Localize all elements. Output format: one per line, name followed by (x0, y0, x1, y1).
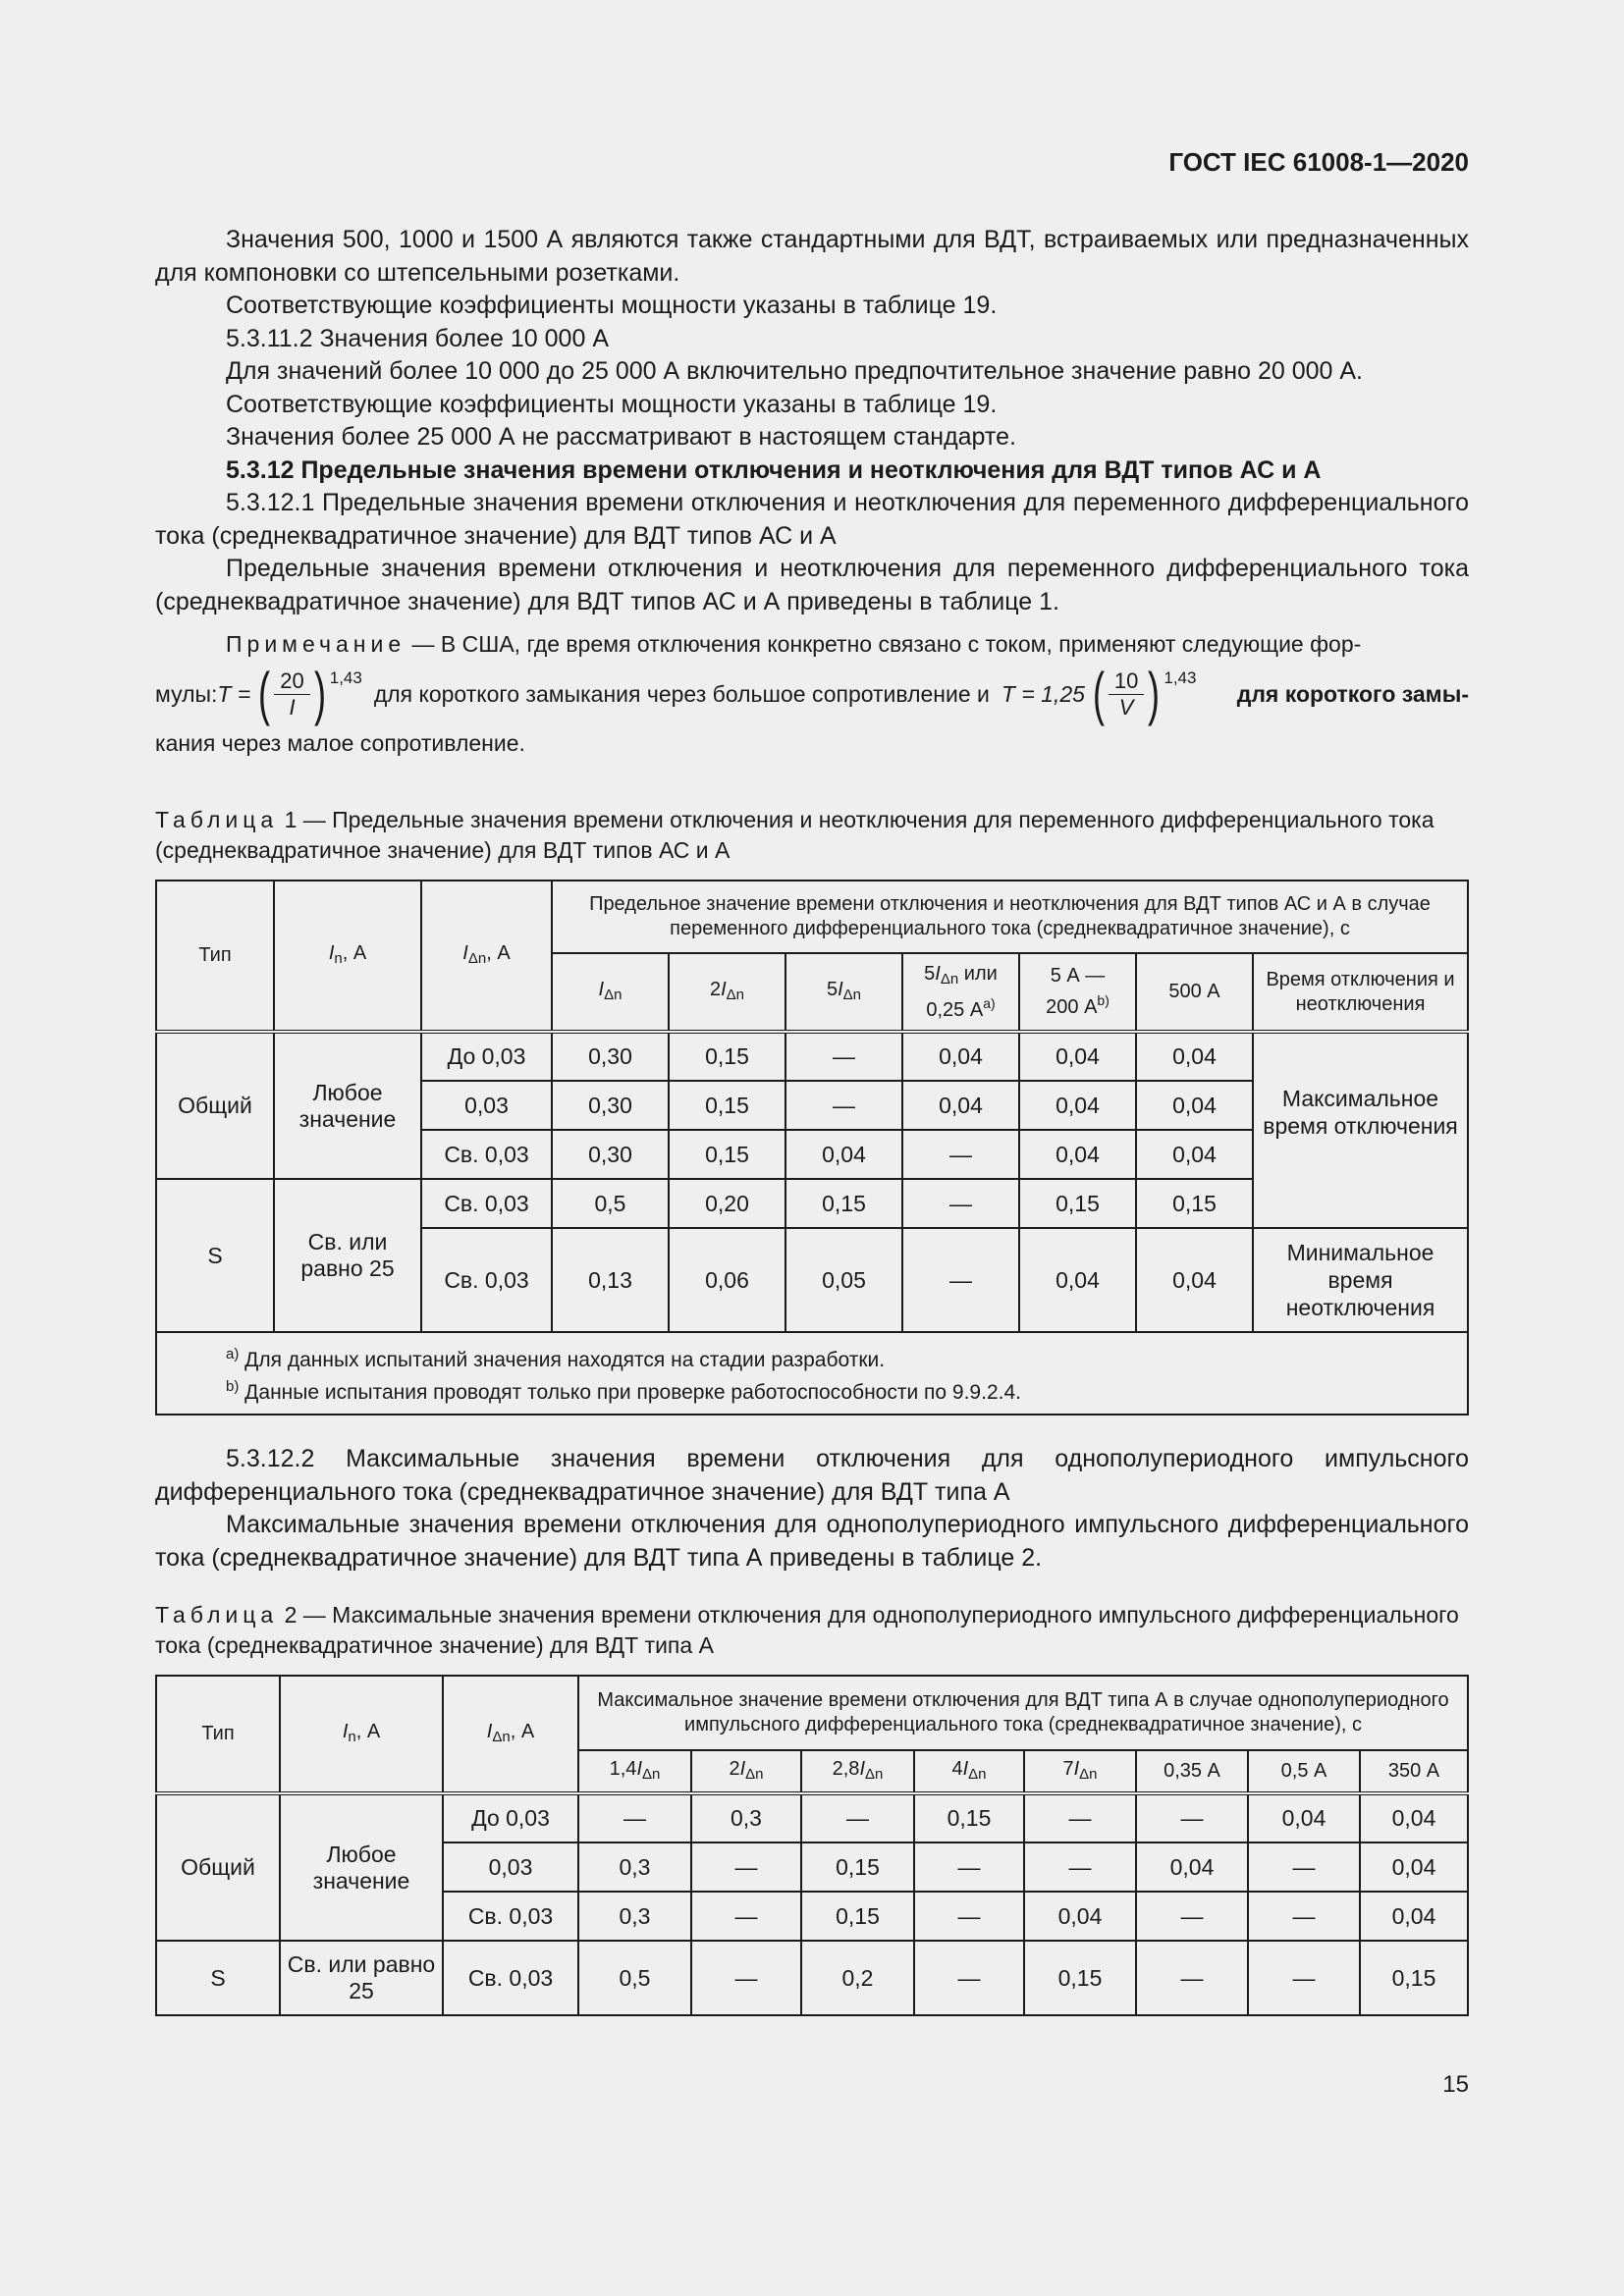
formula-lhs: T = 1,25 (1001, 680, 1085, 707)
cell: — (1248, 1892, 1360, 1941)
cell: 0,2 (801, 1941, 914, 2015)
cell-note-min: Минимальное время неотключения (1253, 1228, 1468, 1332)
cell-in: Любое значение (274, 1032, 421, 1179)
formula-1: ( $\frac{20}{I}$ ) 1,43 (258, 661, 362, 726)
cell: 0,04 (1019, 1081, 1136, 1130)
col-header: 0,5 А (1248, 1750, 1360, 1793)
col-header-in: $I_n$, А (280, 1676, 443, 1793)
paragraph: Предельные значения времени отключения и неотключения для переменного дифференциального тока (среднеквадратичное значение) для ВДТ типов АС и А приведены в таблице 1. (155, 555, 1469, 615)
note-label: Примечание (226, 631, 406, 657)
cell: 0,15 (1136, 1179, 1253, 1228)
col-header: $2I_{\Delta n}$ (691, 1750, 801, 1793)
cell: 0,15 (801, 1892, 914, 1941)
section-heading: 5.3.12 Предельные значения времени отключения и неотключения для ВДТ типов АС и А (226, 455, 1322, 484)
table-row (156, 1032, 1468, 1081)
cell: 0,15 (1024, 1941, 1136, 2015)
cell: 0,04 (1136, 1081, 1253, 1130)
cell: До 0,03 (421, 1032, 552, 1081)
cell: 0,06 (669, 1228, 785, 1332)
formula-exponent: 1,43 (329, 668, 362, 687)
cell: 0,15 (669, 1032, 785, 1081)
col-header-type: Тип (156, 1676, 280, 1793)
cell: 0,20 (669, 1179, 785, 1228)
caption-text: 1 — Предельные значения времени отключения и неотключения для переменного дифференциального тока (среднеквадратичное значение) для ВДТ типов АС и А (155, 807, 1435, 863)
caption-label: Таблица (155, 1602, 279, 1628)
cell-in: Св. или равно 25 (274, 1179, 421, 1332)
formula-exponent: 1,43 (1164, 668, 1197, 687)
cell: Св. 0,03 (443, 1941, 578, 2015)
formula-numerator: 10 (1109, 668, 1144, 695)
cell: — (691, 1842, 801, 1892)
cell: 0,3 (578, 1892, 691, 1941)
cell: 0,04 (1019, 1228, 1136, 1332)
cell: 0,15 (801, 1842, 914, 1892)
cell: 0,30 (552, 1032, 669, 1081)
note-text: кания через малое сопротивление. (155, 730, 525, 756)
cell: 0,04 (1136, 1032, 1253, 1081)
cell: — (1136, 1793, 1248, 1842)
cell: 0,30 (552, 1081, 669, 1130)
cell: — (785, 1032, 902, 1081)
cell: — (785, 1081, 902, 1130)
col-header: 5 А — 200 $А^{b)}$ (1019, 953, 1136, 1032)
cell: — (1136, 1941, 1248, 2015)
paragraph: Соответствующие коэффициенты мощности указаны в таблице 19. (226, 390, 998, 418)
cell: 0,04 (1360, 1892, 1468, 1941)
paragraph: 5.3.12.2 Максимальные значения времени отключения для однополупериодного импульсного дифференциального тока (среднеквадратичное значение) для ВДТ типа А (155, 1445, 1469, 1506)
cell: — (914, 1842, 1024, 1892)
col-header-in: $I_n$, А (274, 881, 421, 1032)
cell: — (1136, 1892, 1248, 1941)
cell: — (902, 1228, 1019, 1332)
col-header-group: Максимальное значение времени отключения для ВДТ типа А в случае однополупериодного импульсного дифференциального тока (среднеквадратичное значение), с (578, 1676, 1468, 1750)
col-header: Время отключения и неотключения (1253, 953, 1468, 1032)
cell: — (691, 1941, 801, 2015)
paragraph: Значения 500, 1000 и 1500 А являются также стандартными для ВДТ, встраиваемых или предназначенных для компоновки со штепсельными розетками. (155, 226, 1469, 287)
cell: 0,04 (1019, 1130, 1136, 1179)
formula-lhs: T = (217, 680, 251, 707)
cell-in: Любое значение (280, 1793, 443, 1941)
table-row (156, 1941, 1468, 2015)
cell: — (914, 1892, 1024, 1941)
col-header-idn: $I_{\Delta n}$, А (443, 1676, 578, 1793)
cell: — (914, 1941, 1024, 2015)
col-header: $5I_{\Delta n}$ или 0,25 $А^{a)}$ (902, 953, 1019, 1032)
cell: 0,15 (914, 1793, 1024, 1842)
col-header: $2,8I_{\Delta n}$ (801, 1750, 914, 1793)
formula-denominator: V (1118, 694, 1134, 720)
cell: 0,04 (1136, 1228, 1253, 1332)
cell: 0,04 (1024, 1892, 1136, 1941)
cell: 0,04 (1136, 1842, 1248, 1892)
col-header: $7I_{\Delta n}$ (1024, 1750, 1136, 1793)
cell: 0,15 (669, 1130, 785, 1179)
cell: — (1024, 1842, 1136, 1892)
cell: 0,15 (785, 1179, 902, 1228)
cell: 0,04 (1136, 1130, 1253, 1179)
cell: Св. 0,03 (443, 1892, 578, 1941)
col-header-type: Тип (156, 881, 274, 1032)
cell: 0,04 (1360, 1793, 1468, 1842)
page-number: 15 (1442, 2071, 1469, 2098)
note-text: — В США, где время отключения конкретно связано с током, применяют следующие фор- (406, 631, 1362, 657)
paragraph: Соответствующие коэффициенты мощности указаны в таблице 19. (226, 292, 998, 319)
cell: 0,04 (785, 1130, 902, 1179)
cell: — (1248, 1941, 1360, 2015)
paragraph: 5.3.11.2 Значения более 10 000 А (226, 324, 609, 352)
cell: 0,04 (1360, 1842, 1468, 1892)
cell: 0,5 (578, 1941, 691, 2015)
cell: 0,05 (785, 1228, 902, 1332)
cell: — (578, 1793, 691, 1842)
cell: — (902, 1130, 1019, 1179)
paragraph: Максимальные значения времени отключения для однополупериодного импульсного дифференциального тока (среднеквадратичное значение) для ВДТ типа А приведены в таблице 2. (155, 1511, 1469, 1572)
col-header: 0,35 А (1136, 1750, 1248, 1793)
cell: 0,04 (902, 1032, 1019, 1081)
table2-caption (155, 1600, 1469, 1661)
footnote-a: $^{a)}$ Для данных испытаний значения находятся на стадии разработки. (226, 1346, 886, 1371)
cell: — (691, 1892, 801, 1941)
col-header: $1,4I_{\Delta n}$ (578, 1750, 691, 1793)
cell: 0,3 (691, 1793, 801, 1842)
table1 (155, 880, 1469, 1415)
cell: 0,13 (552, 1228, 669, 1332)
table-row (156, 1793, 1468, 1842)
caption-text: 2 — Максимальные значения времени отключения для однополупериодного импульсного дифференциального тока (среднеквадратичное значение) для ВДТ типа А (155, 1602, 1459, 1658)
cell: 0,3 (578, 1842, 691, 1892)
col-header: $4I_{\Delta n}$ (914, 1750, 1024, 1793)
note-text: для короткого замыкания через большое сопротивление и (373, 680, 990, 707)
formula-line (155, 661, 1469, 727)
col-header-group: Предельное значение времени отключения и неотключения для ВДТ типов АС и А в случае переменного дифференциального тока (среднеквадратичное значение), с (552, 881, 1468, 953)
cell: Св. 0,03 (421, 1179, 552, 1228)
col-header: 350 А (1360, 1750, 1468, 1793)
note-text: мулы: (155, 680, 218, 707)
cell: 0,30 (552, 1130, 669, 1179)
cell: — (1024, 1793, 1136, 1842)
formula-2: ( $\frac{10}{V}$ ) 1,43 (1092, 661, 1197, 726)
footnote-b: $^{b)}$ Данные испытания проводят только при проверке работоспособности по 9.9.2.4. (226, 1378, 1021, 1404)
paragraph: 5.3.12.1 Предельные значения времени отключения и неотключения для переменного дифференциального тока (среднеквадратичное значение) для ВДТ типов АС и А (155, 489, 1469, 550)
cell-in: Св. или равно 25 (280, 1941, 443, 2015)
cell: 0,15 (1360, 1941, 1468, 2015)
cell: 0,03 (443, 1842, 578, 1892)
formula-denominator: I (289, 694, 296, 720)
page-body (155, 224, 1469, 2016)
col-header: $5I_{\Delta n}$ (785, 953, 902, 1032)
table-footnotes (156, 1332, 1468, 1415)
cell: 0,15 (669, 1081, 785, 1130)
cell: 0,03 (421, 1081, 552, 1130)
col-header: 500 А (1136, 953, 1253, 1032)
cell: — (902, 1179, 1019, 1228)
cell: Св. 0,03 (421, 1130, 552, 1179)
cell: 0,5 (552, 1179, 669, 1228)
col-header-idn: $I_{\Delta n}$, А (421, 881, 552, 1032)
caption-label: Таблица (155, 807, 279, 832)
cell: — (801, 1793, 914, 1842)
paragraph: Для значений более 10 000 до 25 000 А включительно предпочтительное значение равно 20 000 А. (226, 357, 1363, 385)
cell-note-max: Максимальное время отключения (1253, 1032, 1468, 1228)
note-text: для короткого замы- (1236, 680, 1469, 707)
cell: 0,15 (1019, 1179, 1136, 1228)
cell-type: Общий (156, 1793, 280, 1941)
note-block (155, 628, 1469, 661)
cell-type: S (156, 1179, 274, 1332)
col-header: $I_{\Delta n}$ (552, 953, 669, 1032)
cell: До 0,03 (443, 1793, 578, 1842)
cell: 0,04 (1248, 1793, 1360, 1842)
cell: 0,04 (1019, 1032, 1136, 1081)
formula-numerator: 20 (274, 668, 309, 695)
table1-caption (155, 805, 1469, 866)
section-5-3-12-2 (155, 1443, 1469, 1575)
table2 (155, 1675, 1469, 2016)
cell-type: S (156, 1941, 280, 2015)
cell: Св. 0,03 (421, 1228, 552, 1332)
cell: — (1248, 1842, 1360, 1892)
document-code: ГОСТ IEC 61008-1—2020 (1168, 147, 1469, 177)
cell: 0,04 (902, 1081, 1019, 1130)
cell-type: Общий (156, 1032, 274, 1179)
paragraph: Значения более 25 000 А не рассматривают в настоящем стандарте. (226, 423, 1016, 451)
col-header: $2I_{\Delta n}$ (669, 953, 785, 1032)
